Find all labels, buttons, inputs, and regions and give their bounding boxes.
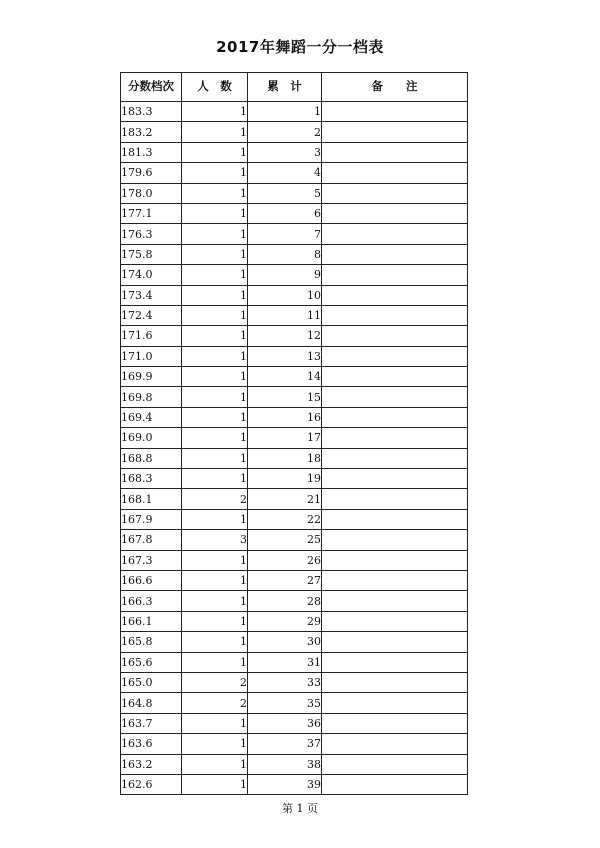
- score-cell: 169.0: [121, 428, 182, 448]
- table-row: [121, 754, 468, 774]
- cumulative-cell: 5: [248, 183, 322, 203]
- cumulative-cell: 2: [248, 122, 322, 142]
- table-row: [121, 163, 468, 183]
- count-cell: 1: [182, 713, 248, 733]
- note-cell: [322, 611, 468, 631]
- score-cell: 177.1: [121, 203, 182, 223]
- table-row: [121, 142, 468, 162]
- score-cell: 168.1: [121, 489, 182, 509]
- table-row: [121, 407, 468, 427]
- score-cell: 175.8: [121, 244, 182, 264]
- header-count: 人 数: [182, 73, 248, 102]
- count-cell: 1: [182, 774, 248, 794]
- count-cell: 1: [182, 591, 248, 611]
- note-cell: [322, 652, 468, 672]
- page-title: 2017年舞蹈一分一档表: [216, 38, 384, 56]
- score-cell: 166.1: [121, 611, 182, 631]
- score-cell: 164.8: [121, 693, 182, 713]
- table-body: [121, 102, 468, 795]
- note-cell: [322, 305, 468, 325]
- table-row: [121, 224, 468, 244]
- count-cell: 1: [182, 469, 248, 489]
- note-cell: [322, 469, 468, 489]
- count-cell: 1: [182, 407, 248, 427]
- score-cell: 163.7: [121, 713, 182, 733]
- note-cell: [322, 509, 468, 529]
- table-row: [121, 367, 468, 387]
- count-cell: 1: [182, 509, 248, 529]
- note-cell: [322, 326, 468, 346]
- count-cell: 1: [182, 632, 248, 652]
- score-cell: 168.3: [121, 469, 182, 489]
- score-cell: 174.0: [121, 265, 182, 285]
- table-row: [121, 509, 468, 529]
- count-cell: 1: [182, 285, 248, 305]
- cumulative-cell: 26: [248, 550, 322, 570]
- note-cell: [322, 224, 468, 244]
- note-cell: [322, 591, 468, 611]
- score-cell: 172.4: [121, 305, 182, 325]
- score-cell: 165.6: [121, 652, 182, 672]
- cumulative-cell: 36: [248, 713, 322, 733]
- count-cell: 3: [182, 530, 248, 550]
- cumulative-cell: 1: [248, 102, 322, 122]
- score-cell: 166.3: [121, 591, 182, 611]
- note-cell: [322, 713, 468, 733]
- score-cell: 165.8: [121, 632, 182, 652]
- table-row: [121, 774, 468, 794]
- cumulative-cell: 13: [248, 346, 322, 366]
- count-cell: 1: [182, 570, 248, 590]
- cumulative-cell: 33: [248, 672, 322, 692]
- note-cell: [322, 346, 468, 366]
- note-cell: [322, 774, 468, 794]
- note-cell: [322, 163, 468, 183]
- cumulative-cell: 39: [248, 774, 322, 794]
- count-cell: 1: [182, 244, 248, 264]
- score-cell: 171.0: [121, 346, 182, 366]
- cumulative-cell: 38: [248, 754, 322, 774]
- note-cell: [322, 285, 468, 305]
- count-cell: 1: [182, 142, 248, 162]
- score-cell: 167.9: [121, 509, 182, 529]
- table-row: [121, 122, 468, 142]
- cumulative-cell: 11: [248, 305, 322, 325]
- page-number: 第 1 页: [282, 802, 318, 815]
- score-cell: 183.3: [121, 102, 182, 122]
- table-row: [121, 530, 468, 550]
- table-row: [121, 448, 468, 468]
- score-cell: 181.3: [121, 142, 182, 162]
- cumulative-cell: 19: [248, 469, 322, 489]
- cumulative-cell: 17: [248, 428, 322, 448]
- score-cell: 163.6: [121, 734, 182, 754]
- table-row: [121, 102, 468, 122]
- table-row: [121, 285, 468, 305]
- score-cell: 179.6: [121, 163, 182, 183]
- count-cell: 1: [182, 203, 248, 223]
- note-cell: [322, 387, 468, 407]
- note-cell: [322, 367, 468, 387]
- cumulative-cell: 28: [248, 591, 322, 611]
- score-cell: 162.6: [121, 774, 182, 794]
- score-cell: 178.0: [121, 183, 182, 203]
- cumulative-cell: 18: [248, 448, 322, 468]
- table-row: [121, 244, 468, 264]
- cumulative-cell: 22: [248, 509, 322, 529]
- table-row: [121, 489, 468, 509]
- note-cell: [322, 428, 468, 448]
- score-cell: 183.2: [121, 122, 182, 142]
- count-cell: 1: [182, 183, 248, 203]
- score-cell: 169.4: [121, 407, 182, 427]
- cumulative-cell: 37: [248, 734, 322, 754]
- count-cell: 1: [182, 611, 248, 631]
- count-cell: 1: [182, 550, 248, 570]
- note-cell: [322, 265, 468, 285]
- table-row: [121, 203, 468, 223]
- table-row: [121, 611, 468, 631]
- score-cell: 169.9: [121, 367, 182, 387]
- cumulative-cell: 15: [248, 387, 322, 407]
- table-row: [121, 632, 468, 652]
- table-row: [121, 326, 468, 346]
- score-cell: 165.0: [121, 672, 182, 692]
- note-cell: [322, 448, 468, 468]
- table-row: [121, 346, 468, 366]
- cumulative-cell: 16: [248, 407, 322, 427]
- count-cell: 1: [182, 265, 248, 285]
- table-row: [121, 265, 468, 285]
- count-cell: 1: [182, 428, 248, 448]
- score-cell: 163.2: [121, 754, 182, 774]
- table-row: [121, 693, 468, 713]
- count-cell: 1: [182, 326, 248, 346]
- score-cell: 168.8: [121, 448, 182, 468]
- note-cell: [322, 672, 468, 692]
- count-cell: 1: [182, 754, 248, 774]
- note-cell: [322, 407, 468, 427]
- count-cell: 1: [182, 387, 248, 407]
- count-cell: 1: [182, 102, 248, 122]
- header-note: 备 注: [322, 73, 468, 102]
- note-cell: [322, 122, 468, 142]
- table-row: [121, 428, 468, 448]
- count-cell: 1: [182, 448, 248, 468]
- note-cell: [322, 142, 468, 162]
- count-cell: 1: [182, 346, 248, 366]
- cumulative-cell: 8: [248, 244, 322, 264]
- score-cell: 173.4: [121, 285, 182, 305]
- count-cell: 1: [182, 734, 248, 754]
- cumulative-cell: 31: [248, 652, 322, 672]
- cumulative-cell: 6: [248, 203, 322, 223]
- header-cumulative: 累 计: [248, 73, 322, 102]
- cumulative-cell: 21: [248, 489, 322, 509]
- note-cell: [322, 693, 468, 713]
- score-cell: 176.3: [121, 224, 182, 244]
- count-cell: 1: [182, 122, 248, 142]
- table-row: [121, 469, 468, 489]
- cumulative-cell: 3: [248, 142, 322, 162]
- cumulative-cell: 25: [248, 530, 322, 550]
- table-row: [121, 387, 468, 407]
- cumulative-cell: 12: [248, 326, 322, 346]
- score-cell: 169.8: [121, 387, 182, 407]
- table-row: [121, 591, 468, 611]
- table-row: [121, 672, 468, 692]
- cumulative-cell: 30: [248, 632, 322, 652]
- table-row: [121, 713, 468, 733]
- count-cell: 1: [182, 652, 248, 672]
- note-cell: [322, 244, 468, 264]
- note-cell: [322, 734, 468, 754]
- table-row: [121, 652, 468, 672]
- cumulative-cell: 27: [248, 570, 322, 590]
- score-cell: 171.6: [121, 326, 182, 346]
- note-cell: [322, 183, 468, 203]
- note-cell: [322, 570, 468, 590]
- table-row: [121, 734, 468, 754]
- note-cell: [322, 102, 468, 122]
- count-cell: 1: [182, 224, 248, 244]
- note-cell: [322, 550, 468, 570]
- score-cell: 167.8: [121, 530, 182, 550]
- note-cell: [322, 632, 468, 652]
- note-cell: [322, 489, 468, 509]
- count-cell: 1: [182, 163, 248, 183]
- count-cell: 2: [182, 693, 248, 713]
- cumulative-cell: 7: [248, 224, 322, 244]
- table-header: [121, 73, 468, 102]
- count-cell: 1: [182, 367, 248, 387]
- cumulative-cell: 4: [248, 163, 322, 183]
- cumulative-cell: 29: [248, 611, 322, 631]
- count-cell: 2: [182, 672, 248, 692]
- table-row: [121, 305, 468, 325]
- note-cell: [322, 530, 468, 550]
- note-cell: [322, 203, 468, 223]
- header-score: 分数档次: [121, 73, 182, 102]
- score-cell: 167.3: [121, 550, 182, 570]
- cumulative-cell: 9: [248, 265, 322, 285]
- count-cell: 1: [182, 305, 248, 325]
- table-row: [121, 183, 468, 203]
- cumulative-cell: 14: [248, 367, 322, 387]
- header-row: [121, 73, 468, 102]
- table-row: [121, 570, 468, 590]
- cumulative-cell: 10: [248, 285, 322, 305]
- score-distribution-table: [120, 72, 468, 795]
- note-cell: [322, 754, 468, 774]
- table-row: [121, 550, 468, 570]
- count-cell: 2: [182, 489, 248, 509]
- cumulative-cell: 35: [248, 693, 322, 713]
- score-cell: 166.6: [121, 570, 182, 590]
